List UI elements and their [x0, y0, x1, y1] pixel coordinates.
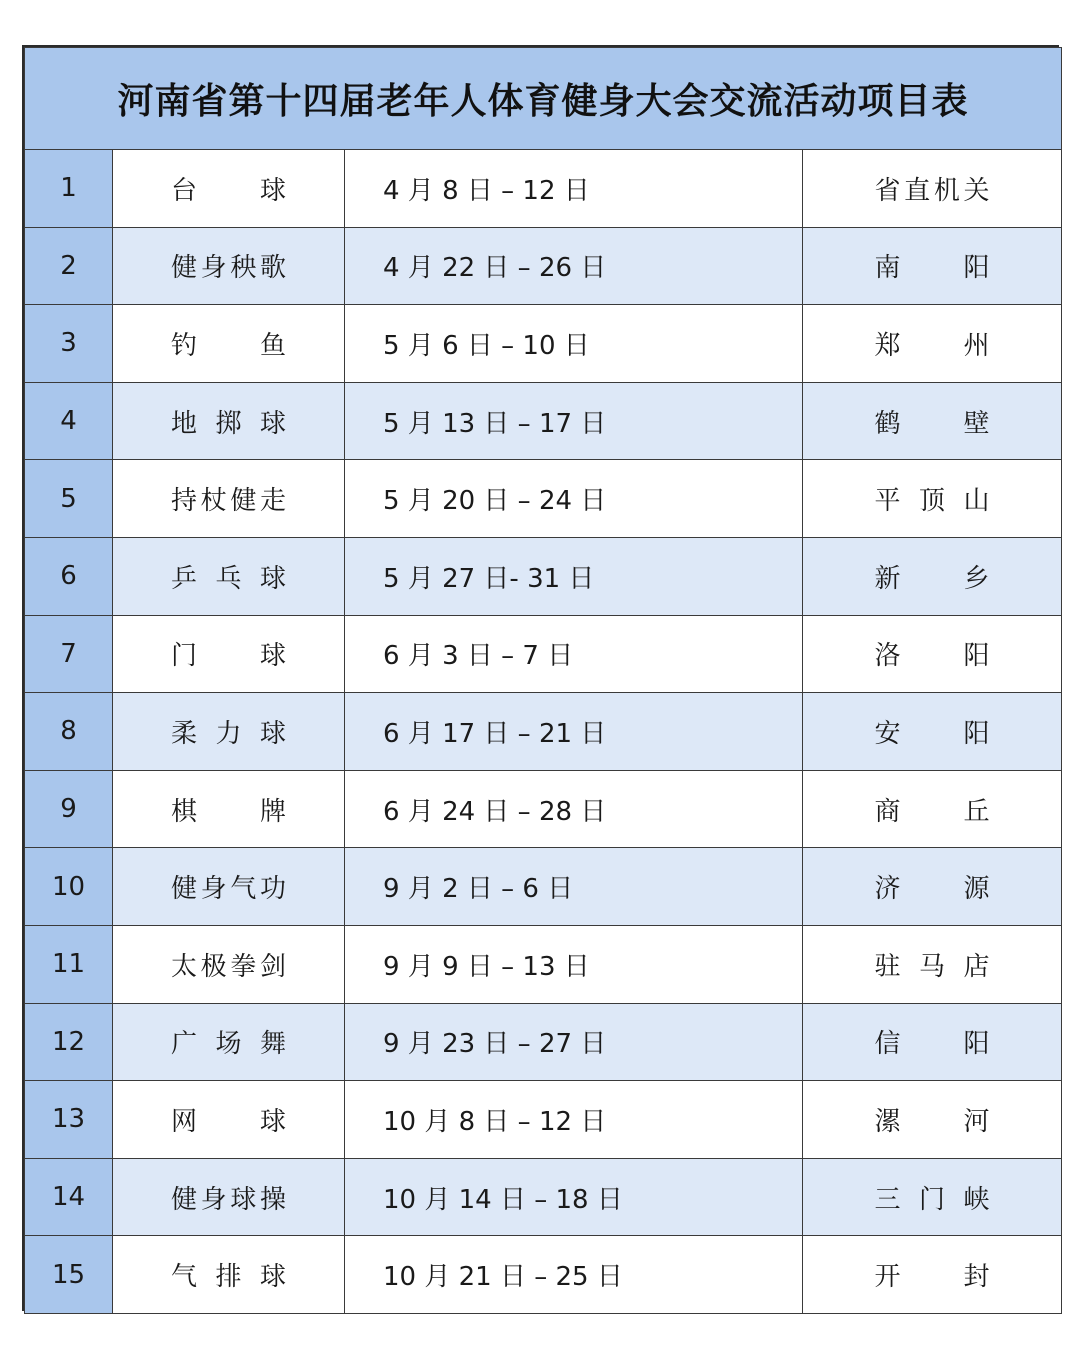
event-name: 地掷球: [171, 408, 286, 439]
host-city: 鹤壁: [874, 408, 990, 439]
event-date: 6 月 17 日 – 21 日: [345, 693, 803, 771]
host-city-cell: [803, 1081, 1062, 1159]
event-cell: [113, 1158, 345, 1236]
host-city-cell: [803, 925, 1062, 1003]
event-date: 5 月 13 日 – 17 日: [345, 382, 803, 460]
event-cell: [113, 1003, 345, 1081]
host-city-cell: [803, 770, 1062, 848]
table-row: [25, 537, 1062, 615]
host-city-cell: [803, 693, 1062, 771]
row-number: 1: [25, 150, 113, 228]
event-cell: [113, 1081, 345, 1159]
row-number: 5: [25, 460, 113, 538]
event-name: 乒乓球: [171, 563, 286, 594]
host-city-cell: [803, 227, 1062, 305]
table-row: [25, 770, 1062, 848]
host-city-cell: [803, 1236, 1062, 1314]
event-name: 气排球: [171, 1262, 286, 1293]
event-date: 10 月 8 日 – 12 日: [345, 1081, 803, 1159]
host-city: 郑州: [874, 330, 990, 361]
row-number: 11: [25, 925, 113, 1003]
event-cell: [113, 537, 345, 615]
event-date: 6 月 24 日 – 28 日: [345, 770, 803, 848]
table-row: [25, 382, 1062, 460]
event-name: 台球: [171, 175, 286, 206]
event-date: 9 月 9 日 – 13 日: [345, 925, 803, 1003]
table-row: [25, 1081, 1062, 1159]
table-title: 河南省第十四届老年人体育健身大会交流活动项目表: [25, 48, 1062, 150]
row-number: 8: [25, 693, 113, 771]
host-city: 驻马店: [874, 951, 990, 982]
host-city-cell: [803, 1158, 1062, 1236]
event-name: 门球: [171, 641, 286, 672]
host-city: 平顶山: [874, 486, 990, 517]
event-cell: [113, 693, 345, 771]
row-number: 3: [25, 305, 113, 383]
table-row: [25, 1003, 1062, 1081]
host-city: 三门峡: [874, 1184, 990, 1215]
event-cell: [113, 460, 345, 538]
schedule-table-container: [22, 45, 1059, 1311]
row-number: 15: [25, 1236, 113, 1314]
schedule-table: [24, 47, 1062, 1314]
host-city-cell: [803, 1003, 1062, 1081]
host-city: 济源: [874, 874, 990, 905]
event-date: 9 月 2 日 – 6 日: [345, 848, 803, 926]
event-cell: [113, 150, 345, 228]
host-city-cell: [803, 537, 1062, 615]
host-city-cell: [803, 305, 1062, 383]
event-name: 健身秧歌: [171, 253, 286, 284]
host-city: 南阳: [874, 253, 990, 284]
event-name: 健身气功: [171, 874, 286, 905]
table-row: [25, 615, 1062, 693]
event-cell: [113, 305, 345, 383]
host-city: 商丘: [874, 796, 990, 827]
event-date: 10 月 21 日 – 25 日: [345, 1236, 803, 1314]
event-cell: [113, 382, 345, 460]
host-city: 省直机关: [874, 175, 990, 206]
host-city: 新乡: [874, 563, 990, 594]
table-row: [25, 693, 1062, 771]
row-number: 4: [25, 382, 113, 460]
event-cell: [113, 1236, 345, 1314]
host-city-cell: [803, 150, 1062, 228]
event-name: 钓鱼: [171, 330, 286, 361]
event-date: 6 月 3 日 – 7 日: [345, 615, 803, 693]
host-city-cell: [803, 848, 1062, 926]
table-row: [25, 227, 1062, 305]
event-name: 柔力球: [171, 718, 286, 749]
table-body: [25, 150, 1062, 1314]
event-name: 太极拳剑: [171, 951, 286, 982]
event-date: 5 月 27 日- 31 日: [345, 537, 803, 615]
host-city: 洛阳: [874, 641, 990, 672]
event-date: 5 月 6 日 – 10 日: [345, 305, 803, 383]
event-cell: [113, 227, 345, 305]
host-city: 开封: [874, 1262, 990, 1293]
event-cell: [113, 770, 345, 848]
event-cell: [113, 848, 345, 926]
host-city-cell: [803, 615, 1062, 693]
event-name: 健身球操: [171, 1184, 286, 1215]
host-city-cell: [803, 460, 1062, 538]
table-row: [25, 150, 1062, 228]
table-row: [25, 1158, 1062, 1236]
host-city: 信阳: [874, 1029, 990, 1060]
host-city-cell: [803, 382, 1062, 460]
event-name: 广场舞: [171, 1029, 286, 1060]
table-row: [25, 848, 1062, 926]
event-name: 持杖健走: [171, 486, 286, 517]
row-number: 9: [25, 770, 113, 848]
row-number: 10: [25, 848, 113, 926]
event-cell: [113, 615, 345, 693]
host-city: 漯河: [874, 1106, 990, 1137]
row-number: 12: [25, 1003, 113, 1081]
table-row: [25, 305, 1062, 383]
row-number: 6: [25, 537, 113, 615]
row-number: 2: [25, 227, 113, 305]
row-number: 13: [25, 1081, 113, 1159]
event-name: 棋牌: [171, 796, 286, 827]
event-date: 10 月 14 日 – 18 日: [345, 1158, 803, 1236]
row-number: 7: [25, 615, 113, 693]
table-row: [25, 460, 1062, 538]
event-date: 9 月 23 日 – 27 日: [345, 1003, 803, 1081]
event-cell: [113, 925, 345, 1003]
host-city: 安阳: [874, 718, 990, 749]
table-row: [25, 1236, 1062, 1314]
event-name: 网球: [171, 1106, 286, 1137]
table-row: [25, 925, 1062, 1003]
event-date: 4 月 22 日 – 26 日: [345, 227, 803, 305]
event-date: 5 月 20 日 – 24 日: [345, 460, 803, 538]
event-date: 4 月 8 日 – 12 日: [345, 150, 803, 228]
row-number: 14: [25, 1158, 113, 1236]
